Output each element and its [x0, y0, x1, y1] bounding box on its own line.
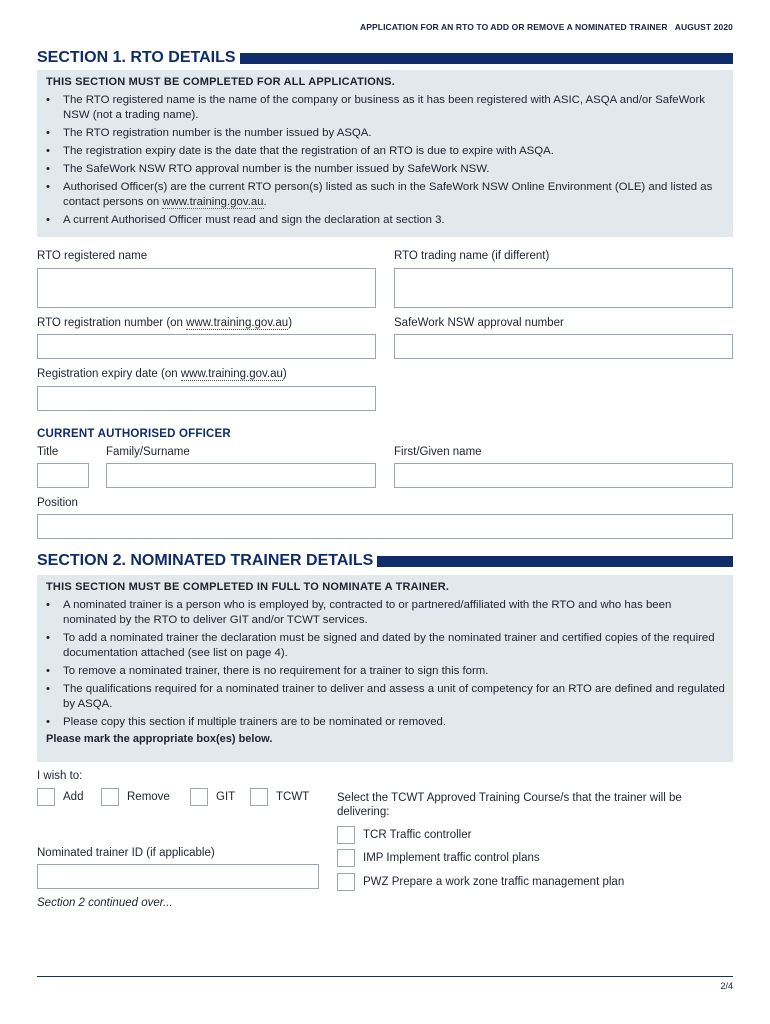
officer-title-label: Title [37, 446, 59, 458]
section-1-bullet: • The SafeWork NSW RTO approval number is the number issued by SafeWork NSW. [46, 162, 725, 177]
officer-first-name-field[interactable] [394, 463, 733, 488]
rto-trading-name-label: RTO trading name (if different) [394, 250, 550, 262]
registration-expiry-field[interactable] [37, 386, 376, 411]
training-gov-link[interactable]: www.training.gov.au [180, 368, 283, 380]
officer-family-name-field[interactable] [106, 463, 376, 488]
imp-checkbox[interactable] [337, 849, 355, 867]
label-text: ) [282, 368, 287, 380]
tcr-checkbox[interactable] [337, 826, 355, 844]
section-2-bullet: • To remove a nominated trainer, there is no requirement for a trainer to sign this form. [46, 664, 725, 679]
trainer-id-field[interactable] [37, 864, 319, 889]
section-1-title [37, 48, 733, 68]
course-option-imp[interactable] [337, 849, 540, 867]
section-1-bullet-list [46, 93, 725, 228]
officer-title-field[interactable] [37, 463, 89, 488]
section-2-info-box [37, 575, 733, 762]
tcwt-label: TCWT [276, 791, 310, 803]
option-tcwt[interactable] [250, 788, 309, 806]
pwz-label: PWZ Prepare a work zone traffic management plan [363, 876, 625, 888]
section-2-title [37, 551, 733, 571]
add-label: Add [63, 791, 84, 803]
remove-checkbox[interactable] [101, 788, 119, 806]
git-label: GIT [216, 791, 236, 803]
section-1-bullet: • The registration expiry date is the date that the registration of an RTO is due to expire with ASQA. [46, 144, 725, 159]
course-option-tcr[interactable] [337, 826, 471, 844]
section-2-bullet: • The qualifications required for a nominated trainer to deliver and assess a unit of competency for an RTO are defined and regulated by ASQA. [46, 682, 725, 712]
section-2-bullet: • Please copy this section if multiple trainers are to be nominated or removed. [46, 715, 725, 730]
label-text: Registration expiry date (on [37, 368, 181, 380]
officer-position-label: Position [37, 497, 78, 509]
section-2-box-heading: THIS SECTION MUST BE COMPLETED IN FULL TO NOMINATE A TRAINER. [46, 581, 450, 593]
bullet-text: Authorised Officer(s) are the current RTO person(s) listed as such in the SafeWork NSW Online Environment (OLE) and listed as contact persons on [63, 181, 713, 208]
section-1-title-bar [240, 53, 733, 64]
add-checkbox[interactable] [37, 788, 55, 806]
footer-divider [37, 976, 733, 977]
section-1-title-text: SECTION 1. RTO DETAILS [37, 49, 236, 66]
option-git[interactable] [190, 788, 235, 806]
section-2-title-bar [377, 556, 733, 567]
rto-registration-number-label [37, 317, 292, 329]
label-text: RTO registration number (on [37, 317, 187, 329]
officer-family-name-label: Family/Surname [106, 446, 190, 458]
section-2-bullet-list [46, 598, 725, 730]
authorised-officer-heading: CURRENT AUTHORISED OFFICER [37, 428, 231, 440]
trainer-id-label: Nominated trainer ID (if applicable) [37, 847, 215, 859]
rto-registered-name-label: RTO registered name [37, 250, 148, 262]
training-gov-link[interactable]: www.training.gov.au [162, 196, 264, 208]
page-number: 2/4 [720, 981, 733, 991]
training-gov-link[interactable]: www.training.gov.au [186, 317, 289, 329]
section-2-bullet: • A nominated trainer is a person who is employed by, contracted to or partnered/affiliated with the RTO and who has been nominated by the RTO to deliver GIT and/or TCWT services. [46, 598, 725, 628]
wish-to-label: I wish to: [37, 770, 83, 782]
safework-approval-number-label: SafeWork NSW approval number [394, 317, 564, 329]
rto-registered-name-field[interactable] [37, 268, 376, 308]
bullet-text: . [263, 196, 267, 208]
officer-first-name-label: First/Given name [394, 446, 482, 458]
mark-boxes-note: Please mark the appropriate box(es) below. [46, 733, 273, 745]
rto-registration-number-field[interactable] [37, 334, 376, 359]
course-option-pwz[interactable] [337, 873, 624, 891]
git-checkbox[interactable] [190, 788, 208, 806]
officer-position-field[interactable] [37, 514, 733, 539]
option-remove[interactable] [101, 788, 170, 806]
section-1-box-heading: THIS SECTION MUST BE COMPLETED FOR ALL APPLICATIONS. [46, 76, 395, 88]
section-1-bullet: • The RTO registered name is the name of the company or business as it has been registered with ASIC, ASQA and/or SafeWork NSW (not a trading name). [46, 93, 725, 123]
section-2-continued: Section 2 continued over... [37, 897, 173, 909]
section-1-bullet [46, 180, 725, 210]
tcwt-course-prompt: Select the TCWT Approved Training Course/s that the trainer will be delivering: [337, 792, 682, 818]
safework-approval-number-field[interactable] [394, 334, 733, 359]
tcr-label: TCR Traffic controller [363, 829, 472, 841]
section-2-title-text: SECTION 2. NOMINATED TRAINER DETAILS [37, 552, 374, 569]
imp-label: IMP Implement traffic control plans [363, 852, 540, 864]
pwz-checkbox[interactable] [337, 873, 355, 891]
label-text: ) [288, 317, 293, 329]
rto-trading-name-field[interactable] [394, 268, 733, 308]
registration-expiry-label [37, 368, 287, 380]
section-2-bullet: • To add a nominated trainer the declaration must be signed and dated by the nominated trainer and certified copies of the required documentation attached (see list on page 4). [46, 631, 725, 661]
option-add[interactable] [37, 788, 83, 806]
section-1-info-box [37, 70, 733, 237]
remove-label: Remove [127, 791, 170, 803]
tcwt-checkbox[interactable] [250, 788, 268, 806]
section-1-bullet: • The RTO registration number is the number issued by ASQA. [46, 126, 725, 141]
document-header: APPLICATION FOR AN RTO TO ADD OR REMOVE A NOMINATED TRAINER AUGUST 2020 [360, 22, 733, 32]
section-1-bullet: • A current Authorised Officer must read and sign the declaration at section 3. [46, 213, 725, 228]
